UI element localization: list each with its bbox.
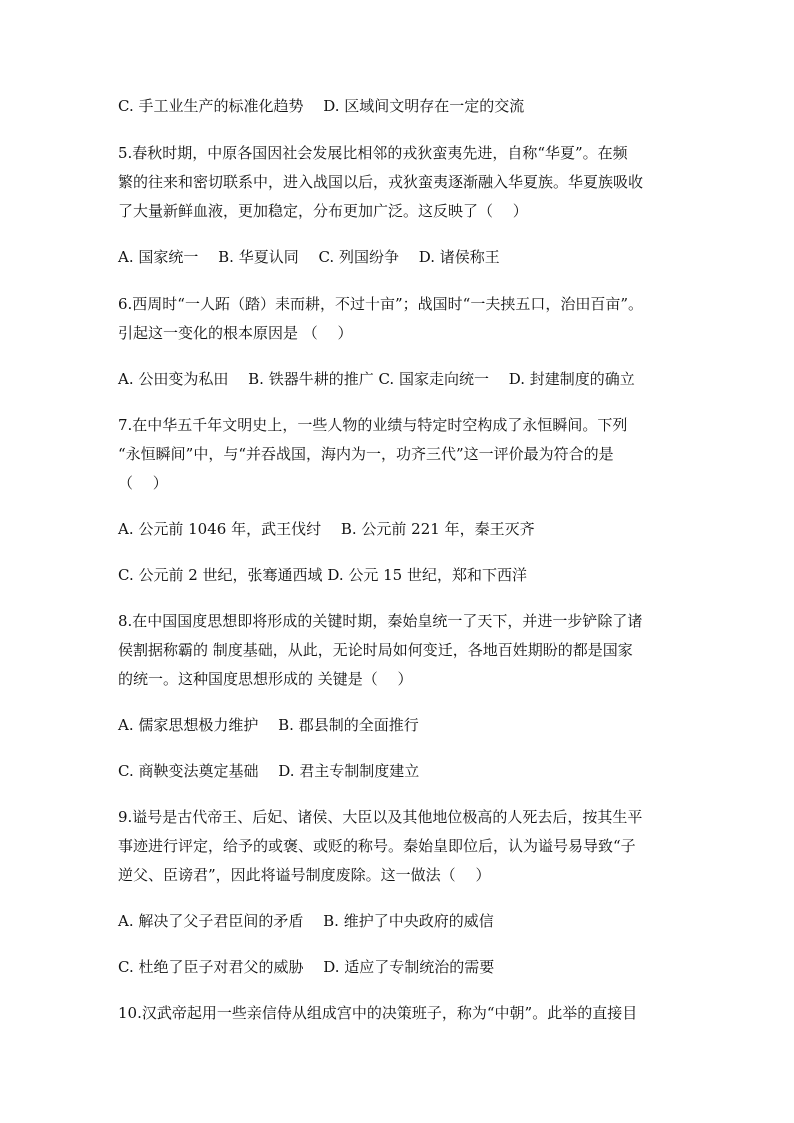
- question-8-options-cd: C. 商鞅变法奠定基础 D. 君主专制制度建立: [118, 762, 420, 780]
- question-9-line-2: 事迹进行评定，给予的或褒、或贬的称号。秦始皇即位后，认为谥号易导致“子: [118, 837, 636, 855]
- question-7-options-ab: A. 公元前 1046 年，武王伐纣 B. 公元前 221 年，秦王灭齐: [118, 520, 535, 538]
- question-7-line-2: “永恒瞬间”中，与“并吞战国，海内为一，功齐三代”这一评价最为符合的是: [118, 445, 614, 463]
- question-9-options-cd: C. 杜绝了臣子对君父的威胁 D. 适应了专制统治的需要: [118, 958, 495, 976]
- question-8-line-3: 的统一。这种国度思想形成的 关键是（ ）: [118, 670, 413, 688]
- question-5-line-3: 了大量新鲜血液，更加稳定，分布更加广泛。这反映了（ ）: [118, 202, 528, 220]
- question-9-line-1: 9.谥号是古代帝王、后妃、诸侯、大臣以及其他地位极高的人死去后，按其生平: [118, 808, 643, 826]
- question-6-line-2: 引起这一变化的根本原因是 （ ）: [118, 324, 353, 342]
- question-5-line-2: 繁的往来和密切联系中，进入战国以后，戎狄蛮夷逐渐融入华夏族。华夏族吸收: [118, 173, 644, 191]
- question-9-line-3: 逆父、臣谤君”，因此将谥号制度废除。这一做法（ ）: [118, 866, 491, 884]
- question-10-line-1: 10.汉武帝起用一些亲信侍从组成宫中的决策班子，称为“中朝”。此举的直接目: [118, 1004, 638, 1022]
- question-8-options-ab: A. 儒家思想极力维护 B. 郡县制的全面推行: [118, 716, 419, 734]
- question-6-line-1: 6.西周时“一人跖（踏）耒而耕，不过十亩”；战国时“一夫挟五口，治田百亩”。: [118, 295, 643, 313]
- option-line-q4-cd: C. 手工业生产的标准化趋势 D. 区域间文明存在一定的交流: [118, 97, 525, 115]
- question-8-line-2: 侯割据称霸的 制度基础，从此，无论时局如何变迁，各地百姓期盼的都是国家: [118, 641, 633, 659]
- question-7-line-3: （ ）: [118, 474, 168, 492]
- question-6-options: A. 公田变为私田 B. 铁器牛耕的推广 C. 国家走向统一 D. 封建制度的确立: [118, 370, 635, 388]
- question-5-options: A. 国家统一 B. 华夏认同 C. 列国纷争 D. 诸侯称王: [118, 248, 500, 266]
- question-7-line-1: 7.在中华五千年文明史上，一些人物的业绩与特定时空构成了永恒瞬间。下列: [118, 416, 628, 434]
- question-5-line-1: 5.春秋时期，中原各国因社会发展比相邻的戎狄蛮夷先进，自称“华夏”。在频: [118, 144, 628, 162]
- question-9-options-ab: A. 解决了父子君臣间的矛盾 B. 维护了中央政府的威信: [118, 912, 494, 930]
- question-7-options-cd: C. 公元前 2 世纪，张骞通西域 D. 公元 15 世纪，郑和下西洋: [118, 566, 527, 584]
- question-8-line-1: 8.在中国国度思想即将形成的关键时期，秦始皇统一了天下，并进一步铲除了诸: [118, 612, 643, 630]
